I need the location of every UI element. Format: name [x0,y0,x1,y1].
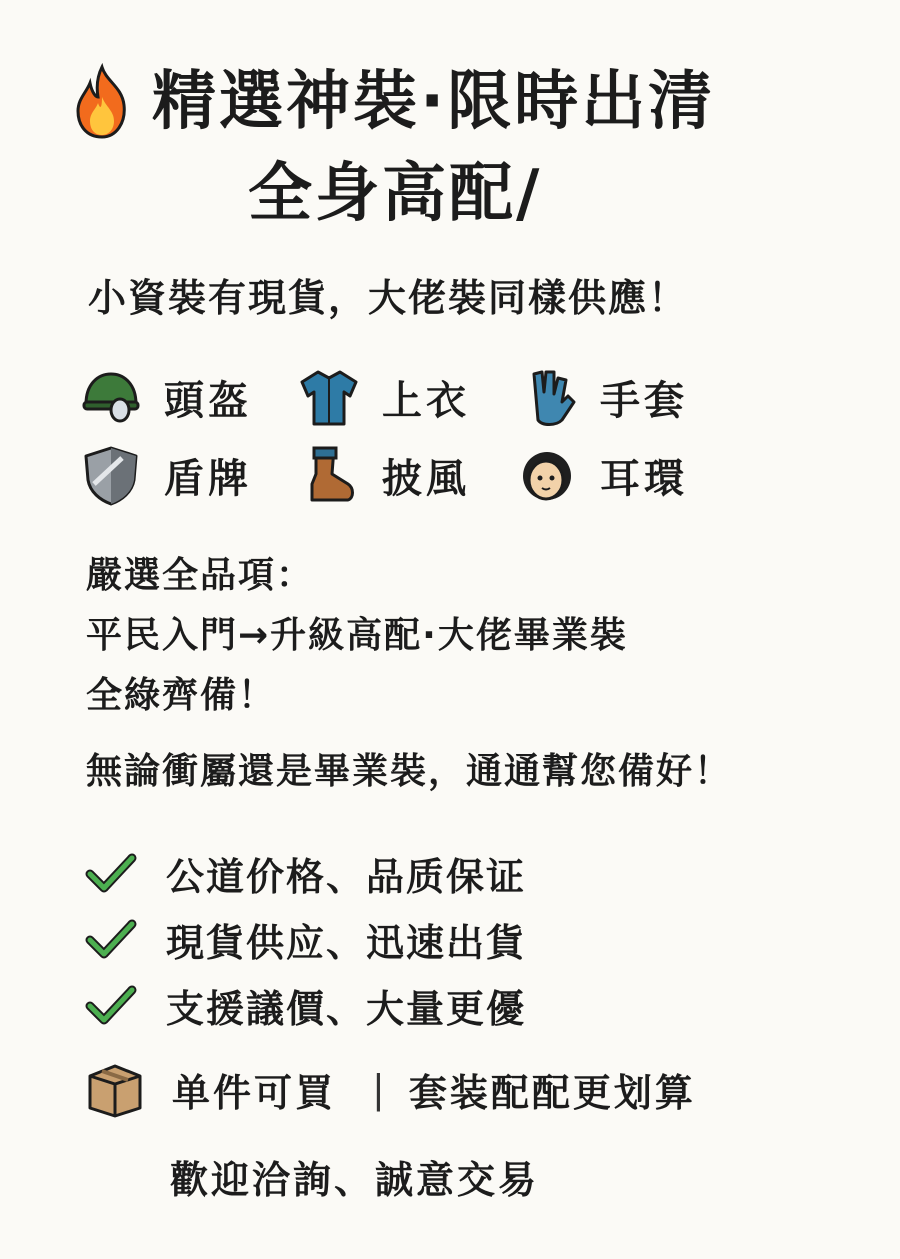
selection-line4: 無論衝屬還是畢業裝，通通幫您備好！ [86,751,733,792]
shield-icon [80,444,142,506]
selection-line1: 嚴選全品項： [86,555,315,596]
check-icon [84,912,138,966]
equipment-item-shirt [298,366,516,428]
shirt-icon [298,366,360,428]
glove-icon [516,366,578,428]
check-icon [84,978,138,1032]
selection-line2: 平民入門→升級高配·大佬畢業裝 [86,615,628,656]
equipment-label: 頭盔 [164,377,252,424]
list-item [84,840,526,906]
equipment-item-shield [80,444,298,506]
feature-list [84,840,526,1038]
helmet-icon [80,366,142,428]
face-icon [516,444,578,506]
feature-label: 支援議價、大量更優 [166,986,527,1031]
equipment-item-glove [516,366,734,428]
equipment-label: 披風 [382,455,470,502]
separator: | [372,1067,385,1111]
equipment-label: 盾牌 [164,455,252,502]
page-title-line2: 全身高配/ [248,157,543,231]
page-title: 精選神裝·限時出清 [152,65,716,139]
feature-label: 公道价格、品质保证 [166,854,527,899]
package-icon [84,1058,146,1120]
equipment-label: 耳環 [600,455,688,502]
feature-label: 現貨供应、迅速出貨 [166,920,527,965]
equipment-label: 上衣 [382,377,470,424]
equipment-item-helmet [80,366,298,428]
equipment-item-earring [516,444,734,506]
equipment-label: 手套 [600,377,688,424]
list-item [84,972,526,1038]
bundle-purchase: 套装配配更划算 [408,1070,696,1115]
equipment-grid [80,358,780,514]
boot-icon [298,444,360,506]
subtitle: 小資裝有現貨，大佬裝同樣供應！ [88,276,689,320]
list-item [84,906,526,972]
equipment-item-boot [298,444,516,506]
single-purchase: 单件可買 [172,1070,337,1115]
selection-line3: 全綠齊備！ [86,675,277,716]
fire-icon [70,63,134,141]
purchase-row [84,1058,696,1120]
check-icon [84,846,138,900]
closing-text: 歡迎洽詢、誠意交易 [170,1158,540,1202]
title-row [70,62,715,142]
